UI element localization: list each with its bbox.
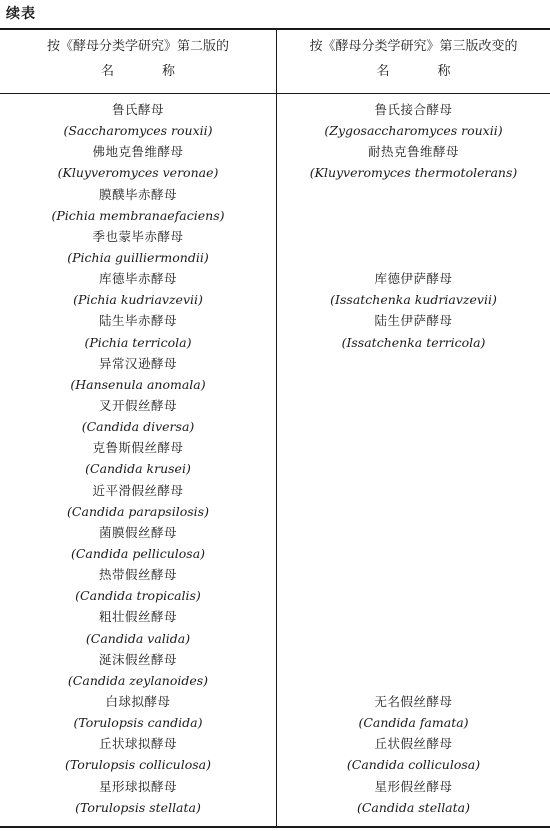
right-chinese-name: 陆生伊萨酵母 [374, 313, 453, 329]
right-latin-name: (Zygosaccharomyces rouxii) [324, 123, 503, 139]
left-latin-name: (Torulopsis stellata) [75, 799, 201, 815]
right-chinese-name: 无名假丝酵母 [374, 693, 453, 709]
right-latin-name: (Candida colliculosa) [346, 757, 481, 773]
left-latin-name: (Kluyveromyces veronae) [57, 165, 219, 181]
table-caption: 续表 [6, 6, 36, 22]
right-chinese-name [277, 395, 550, 416]
header-left-line1: 按《酵母分类学研究》第二版的 [46, 39, 229, 54]
right-chinese-name [277, 522, 550, 543]
header-left [0, 34, 276, 84]
right-latin-name [277, 247, 550, 268]
left-latin-name: (Candida krusei) [85, 461, 191, 477]
right-chinese-name [277, 437, 550, 458]
left-latin-name: (Saccharomyces rouxii) [63, 123, 213, 139]
table-header-rule [0, 93, 550, 94]
left-chinese-name: 叉开假丝酵母 [98, 397, 177, 413]
right-chinese-name [277, 184, 550, 205]
right-chinese-name [277, 480, 550, 501]
right-chinese-name: 鲁氏接合酵母 [374, 102, 453, 117]
header-right-line2: 名称 [376, 64, 499, 79]
left-chinese-name: 膜醭毕赤酵母 [98, 186, 177, 202]
right-latin-name: (Issatchenka terricola) [341, 334, 486, 350]
right-chinese-name [277, 606, 550, 627]
left-chinese-name: 克鲁斯假丝酵母 [92, 440, 184, 456]
left-latin-name: (Pichia terricola) [84, 334, 192, 350]
table-bottom-rule [0, 826, 550, 828]
right-chinese-name [277, 564, 550, 585]
right-latin-name [277, 205, 550, 226]
left-latin-name: (Pichia guilliermondii) [67, 249, 209, 265]
right-latin-name [277, 501, 550, 522]
right-latin-name [277, 374, 550, 395]
right-chinese-name [277, 226, 550, 247]
table-top-rule [0, 28, 550, 30]
left-chinese-name: 近平滑假丝酵母 [92, 482, 184, 498]
right-latin-name: (Issatchenka kudriavzevii) [330, 292, 497, 308]
right-chinese-name [277, 353, 550, 374]
left-latin-name: (Candida pelliculosa) [70, 545, 206, 561]
right-latin-name [277, 458, 550, 479]
header-left-line2: 名称 [100, 64, 223, 79]
right-latin-name [277, 416, 550, 437]
right-latin-name: (Candida stellata) [356, 799, 470, 815]
right-chinese-name: 耐热克鲁维酵母 [367, 144, 459, 160]
left-latin-name: (Candida parapsilosis) [67, 503, 209, 519]
right-latin-name [277, 670, 550, 691]
left-chinese-name: 异常汉逊酵母 [98, 355, 177, 371]
left-latin-name: (Candida valida) [85, 630, 191, 646]
left-latin-name: (Pichia membranaefaciens) [51, 207, 225, 223]
left-chinese-name: 菌膜假丝酵母 [98, 524, 177, 540]
left-chinese-name: 鲁氏酵母 [111, 102, 164, 117]
left-chinese-name: 陆生毕赤酵母 [98, 313, 177, 329]
header-right-line1: 按《酵母分类学研究》第三版改变的 [309, 39, 518, 54]
right-latin-name [277, 543, 550, 564]
left-latin-name: (Candida tropicalis) [75, 588, 201, 604]
right-chinese-name: 星形假丝酵母 [374, 778, 453, 794]
right-latin-name: (Candida famata) [358, 715, 469, 731]
header-right [277, 34, 550, 84]
left-latin-name: (Pichia kudriavzevii) [73, 292, 203, 308]
left-latin-name: (Hansenula anomala) [70, 376, 206, 392]
right-chinese-name [277, 649, 550, 670]
left-latin-name: (Torulopsis candida) [73, 715, 203, 731]
left-chinese-name: 丘状球拟酵母 [98, 736, 177, 752]
column-third-edition [277, 99, 550, 818]
left-chinese-name: 库德毕赤酵母 [98, 271, 177, 287]
right-chinese-name: 丘状假丝酵母 [374, 736, 453, 752]
left-chinese-name: 涎沫假丝酵母 [98, 651, 177, 667]
left-latin-name: (Candida diversa) [81, 419, 195, 435]
left-latin-name: (Torulopsis colliculosa) [65, 757, 211, 773]
right-latin-name: (Kluyveromyces thermotolerans) [309, 165, 518, 181]
column-second-edition [0, 99, 276, 818]
left-chinese-name: 佛地克鲁维酵母 [92, 144, 184, 160]
left-latin-name: (Candida zeylanoides) [67, 672, 209, 688]
left-chinese-name: 热带假丝酵母 [98, 567, 177, 583]
right-latin-name [277, 585, 550, 606]
left-chinese-name: 粗壮假丝酵母 [98, 609, 177, 625]
left-chinese-name: 白球拟酵母 [105, 693, 171, 709]
left-chinese-name: 季也蒙毕赤酵母 [92, 228, 184, 244]
right-latin-name [277, 628, 550, 649]
right-chinese-name: 库德伊萨酵母 [374, 271, 453, 287]
left-chinese-name: 星形球拟酵母 [98, 778, 177, 794]
